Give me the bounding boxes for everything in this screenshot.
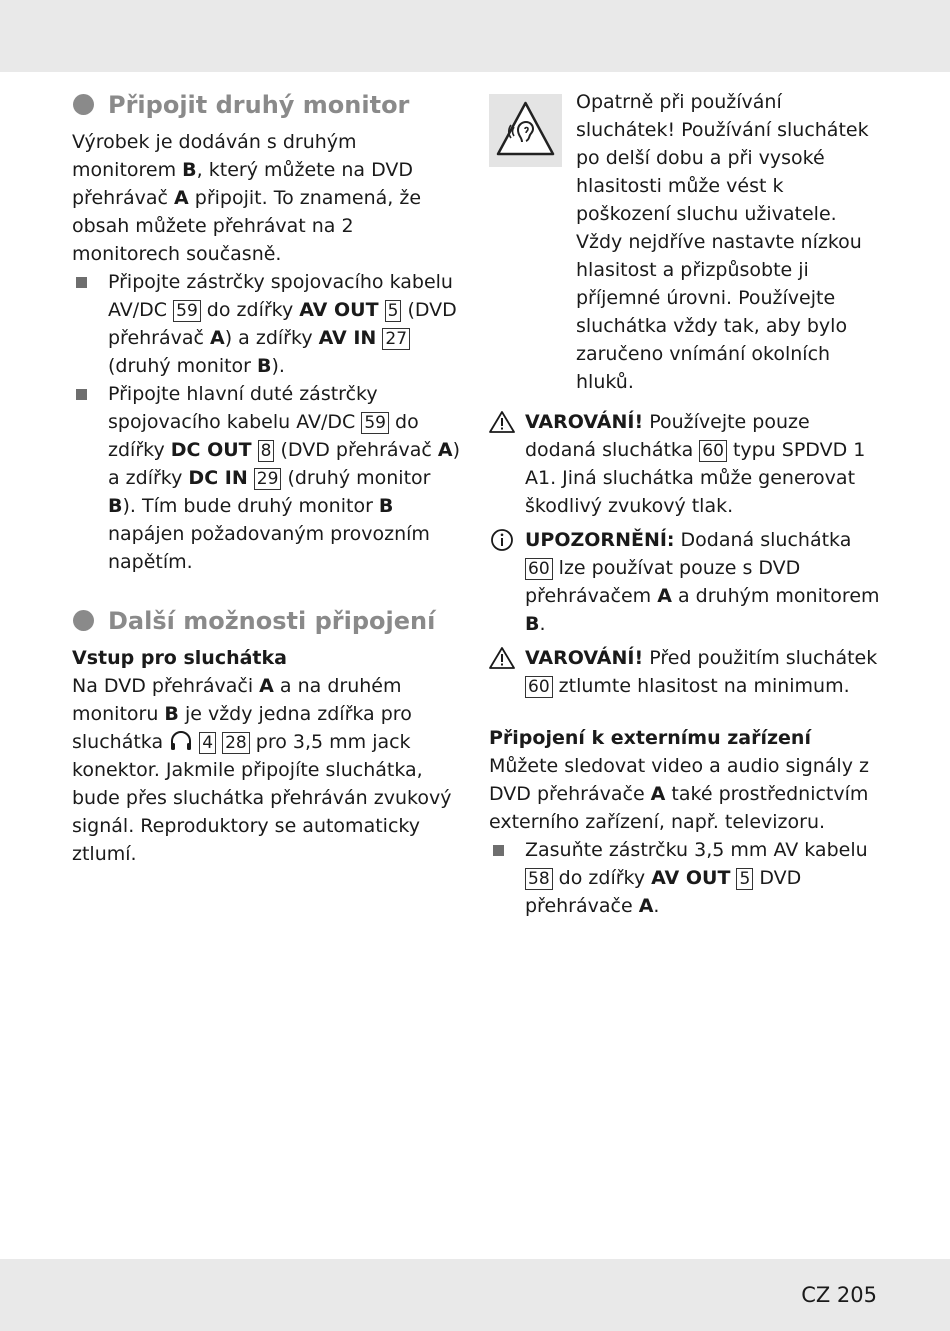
- bullet-dot-icon: [73, 610, 94, 631]
- part-reference-number: 5: [736, 868, 753, 890]
- text-run: Připojte zástrčky spojovacího kabelu AV/DC: [108, 271, 453, 321]
- text-run: , který můžete na DVD přehrávač: [72, 159, 414, 209]
- bold-text: AV OUT: [299, 299, 379, 321]
- warning-triangle-icon: [489, 410, 515, 434]
- part-reference-number: 59: [173, 300, 201, 322]
- bold-text: B: [378, 495, 394, 517]
- bold-text: VAROVÁNÍ!: [525, 411, 644, 433]
- text-run: (druhý monitor: [281, 467, 431, 489]
- bold-text: B: [108, 495, 123, 517]
- section-title: Připojit druhý monitor: [108, 91, 410, 119]
- part-reference-number: 4: [199, 732, 216, 754]
- bold-text: AV OUT: [651, 867, 731, 889]
- part-reference-number: 5: [385, 300, 402, 322]
- text-run: připojit. To znamená, že obsah můžete přehrávat na 2 monitorech současně.: [72, 187, 422, 265]
- part-reference-number: 29: [254, 468, 282, 490]
- note-warning: [489, 644, 884, 700]
- note-warning: [489, 408, 884, 520]
- text-run: napájen požadovaným provozním napětím.: [108, 523, 430, 573]
- text-run: (DVD přehrávač: [108, 299, 457, 349]
- bold-text: AV IN: [318, 327, 377, 349]
- list-item: [72, 380, 464, 576]
- text-run: ). Tím bude druhý monitor: [122, 495, 379, 517]
- bold-text: A: [210, 327, 225, 349]
- list-item: [72, 268, 464, 380]
- bold-text: A: [650, 783, 666, 805]
- text-run: .: [653, 895, 660, 917]
- text-run: Zasuňte zástrčku 3,5 mm AV kabelu: [525, 839, 868, 861]
- part-reference-number: 58: [525, 868, 553, 890]
- bold-text: A: [638, 895, 654, 917]
- text-run: je vždy jedna zdířka pro sluchátka: [72, 703, 412, 753]
- text-run: ) a zdířky: [224, 327, 319, 349]
- page-number: CZ 205: [801, 1283, 877, 1307]
- text-run: DVD přehrávače: [525, 867, 802, 917]
- note-text: [525, 408, 884, 520]
- info-icon: [489, 528, 515, 552]
- bold-text: UPOZORNĚNÍ:: [525, 529, 675, 551]
- text-run: Dodaná sluchátka: [674, 529, 852, 551]
- bold-text: DC IN: [188, 467, 248, 489]
- text-run: (druhý monitor: [108, 355, 258, 377]
- square-bullet-icon: [76, 277, 87, 288]
- hearing-warning-block: [489, 88, 884, 396]
- note-text: [525, 644, 884, 700]
- text-run: (DVD přehrávač: [274, 439, 438, 461]
- section-title: Další možnosti připojení: [108, 607, 436, 635]
- instruction-list: [72, 268, 464, 576]
- bold-text: B: [164, 703, 179, 725]
- headphone-paragraph: [72, 672, 464, 868]
- text-run: a na druhém monitoru: [72, 675, 402, 725]
- text-run: Výrobek je dodáván s druhým monitorem: [72, 131, 357, 181]
- part-reference-number: 27: [382, 328, 410, 350]
- part-reference-number: 28: [222, 732, 250, 754]
- external-instruction-list: [489, 836, 884, 920]
- note-notice: [489, 526, 884, 638]
- hearing-warning-icon: [489, 94, 562, 167]
- text-run: do zdířky: [200, 299, 300, 321]
- bold-text: A: [174, 187, 189, 209]
- subheading-headphone-input: Vstup pro sluchátka: [72, 647, 287, 669]
- bold-text: B: [182, 159, 197, 181]
- bullet-dot-icon: [73, 94, 94, 115]
- headphones-icon: [169, 730, 193, 752]
- text-run: Na DVD přehrávači: [72, 675, 260, 697]
- square-bullet-icon: [493, 845, 504, 856]
- text-run: .: [539, 613, 546, 635]
- text-run: a druhým monitorem: [671, 585, 880, 607]
- bold-text: A: [437, 439, 453, 461]
- text-run: Připojte hlavní duté zástrčky spojovacího kabelu AV/DC: [108, 383, 378, 433]
- bold-text: DC OUT: [170, 439, 252, 461]
- part-reference-number: 60: [525, 558, 553, 580]
- section-heading-second-monitor: [72, 88, 464, 122]
- text-run: Můžete sledovat video a audio signály z DVD přehrávače: [489, 755, 869, 805]
- hearing-warning-text: Opatrně při používání sluchátek! Používání sluchátek po delší dobu a při vysoké hlasitosti může vést k poškození sluchu uživatele. Vždy nejdříve nastavte nízkou hlasitost a přizpůsobte ji příjemné úrovni. Používejte sluchátka vždy tak, aby bylo zaručeno vnímání okolních hluků.: [576, 91, 869, 393]
- notes-list: [489, 408, 884, 700]
- part-reference-number: 60: [699, 440, 727, 462]
- external-paragraph: [489, 752, 884, 836]
- bold-text: B: [257, 355, 272, 377]
- text-run: typu SPDVD 1 A1. Jiná sluchátka může generovat škodlivý zvukový tlak.: [525, 439, 866, 517]
- subheading-external-device: Připojení k externímu zařízení: [489, 727, 811, 749]
- text-run: Před použitím sluchátek: [643, 647, 878, 669]
- header-band: [0, 0, 950, 72]
- list-item: [489, 836, 884, 920]
- part-reference-number: 60: [525, 676, 553, 698]
- intro-paragraph: [72, 128, 464, 268]
- text-run: do zdířky: [108, 411, 419, 461]
- bold-text: A: [657, 585, 672, 607]
- text-run: pro 3,5 mm jack konektor. Jakmile připojíte sluchátka, bude přes sluchátka přehráván zvukový signál. Reproduktory se automaticky ztlumí.: [72, 731, 452, 865]
- bold-text: B: [525, 613, 540, 635]
- text-run: ).: [271, 355, 285, 377]
- bold-text: VAROVÁNÍ!: [525, 647, 644, 669]
- bold-text: A: [259, 675, 274, 697]
- right-column: [489, 88, 884, 920]
- part-reference-number: 8: [258, 440, 275, 462]
- square-bullet-icon: [76, 389, 87, 400]
- text-run: lze používat pouze s DVD přehrávačem: [525, 557, 801, 607]
- text-run: ztlumte hlasitost na minimum.: [552, 675, 850, 697]
- section-heading-other-connections: [72, 604, 464, 638]
- text-run: Používejte pouze dodaná sluchátka: [525, 411, 810, 461]
- left-column: [72, 88, 464, 868]
- warning-triangle-icon: [489, 646, 515, 670]
- text-run: ) a zdířky: [108, 439, 461, 489]
- text-run: také prostřednictvím externího zařízení, např. televizoru.: [489, 783, 869, 833]
- part-reference-number: 59: [361, 412, 389, 434]
- text-run: do zdířky: [552, 867, 652, 889]
- note-text: [525, 526, 884, 638]
